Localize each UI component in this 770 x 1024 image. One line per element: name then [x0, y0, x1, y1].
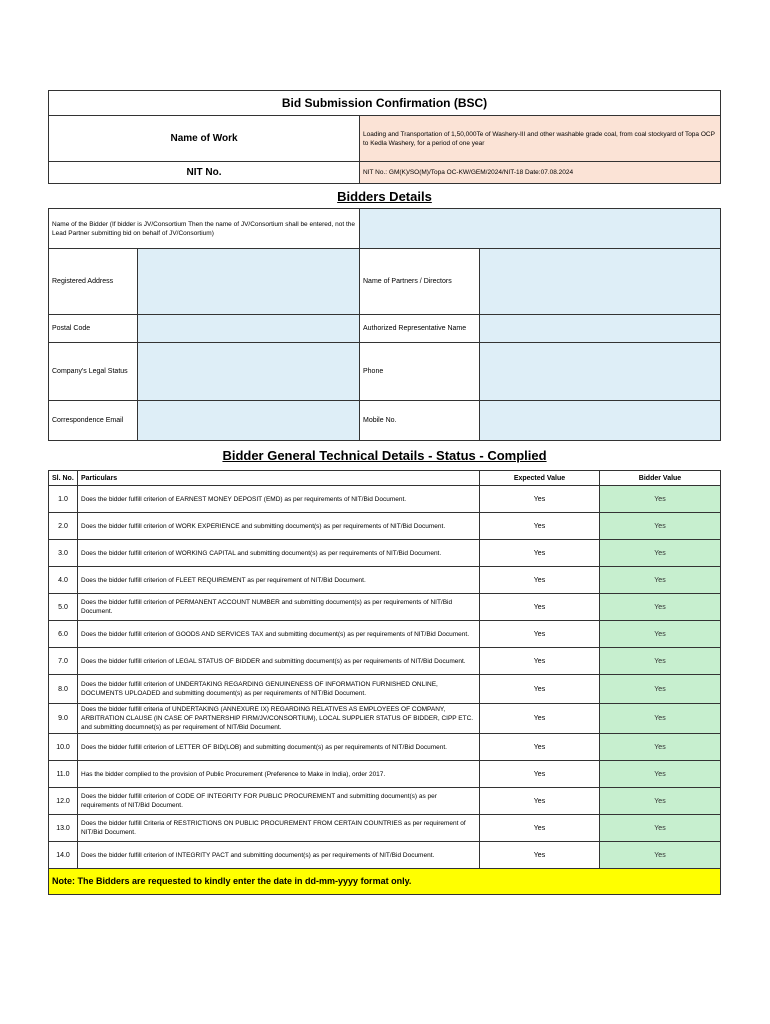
criteria-table-body — [49, 486, 721, 869]
row-expected-value: Yes — [480, 486, 600, 513]
authorized-rep-field[interactable] — [480, 315, 721, 343]
row-bidder-value[interactable]: Yes — [600, 761, 721, 788]
table-row — [49, 486, 721, 513]
email-field[interactable] — [138, 401, 360, 441]
row-sl-no: 10.0 — [49, 734, 78, 761]
table-row — [49, 734, 721, 761]
technical-details-heading: Bidder General Technical Details - Status - Complied — [49, 441, 721, 471]
table-row — [49, 513, 721, 540]
row-expected-value: Yes — [480, 704, 600, 734]
table-row — [49, 675, 721, 704]
row-expected-value: Yes — [480, 513, 600, 540]
postal-code-field[interactable] — [138, 315, 360, 343]
row-sl-no: 9.0 — [49, 704, 78, 734]
row-expected-value: Yes — [480, 788, 600, 815]
row-particulars: Does the bidder fulfill criterion of INTEGRITY PACT and submitting document(s) as per requirements of NIT/Bid Document. — [78, 842, 480, 869]
row-sl-no: 4.0 — [49, 567, 78, 594]
row-expected-value: Yes — [480, 594, 600, 621]
table-row — [49, 648, 721, 675]
row-particulars: Does the bidder fulfill criterion of LETTER OF BID(LOB) and submitting document(s) as per requirements of NIT/Bid Document. — [78, 734, 480, 761]
row-expected-value: Yes — [480, 621, 600, 648]
registered-address-label: Registered Address — [49, 249, 138, 315]
row-expected-value: Yes — [480, 734, 600, 761]
legal-status-field[interactable] — [138, 343, 360, 401]
bidders-details-heading: Bidders Details — [49, 184, 721, 209]
table-row — [49, 815, 721, 842]
row-expected-value: Yes — [480, 761, 600, 788]
row-particulars: Does the bidder fulfill criterion of UNDERTAKING REGARDING GENUINENESS OF INFORMATION FURNISHED ONLINE, DOCUMENTS UPLOADED and submitting document(s) as per requirements of NIT/Bid Document. — [78, 675, 480, 704]
row-bidder-value[interactable]: Yes — [600, 648, 721, 675]
row-bidder-value[interactable]: Yes — [600, 486, 721, 513]
legal-status-label: Company's Legal Status — [49, 343, 138, 401]
mobile-field[interactable] — [480, 401, 721, 441]
phone-field[interactable] — [480, 343, 721, 401]
registered-address-field[interactable] — [138, 249, 360, 315]
row-bidder-value[interactable]: Yes — [600, 734, 721, 761]
row-expected-value: Yes — [480, 842, 600, 869]
row-bidder-value[interactable]: Yes — [600, 675, 721, 704]
row-particulars: Does the bidder fulfill criterion of EARNEST MONEY DEPOSIT (EMD) as per requirements of NIT/Bid Document. — [78, 486, 480, 513]
row-bidder-value[interactable]: Yes — [600, 842, 721, 869]
row-bidder-value[interactable]: Yes — [600, 540, 721, 567]
row-bidder-value[interactable]: Yes — [600, 788, 721, 815]
row-expected-value: Yes — [480, 540, 600, 567]
table-row — [49, 540, 721, 567]
bidder-name-label: Name of the Bidder (If bidder is JV/Consortium Then the name of JV/Consortium shall be entered, not the Lead Partner submitting bid on behalf of JV/Consortium) — [49, 209, 360, 249]
row-particulars: Does the bidder fulfill criteria of UNDERTAKING (ANNEXURE IX) REGARDING RELATIVES AS EMPLOYEES OF COMPANY, ARBITRATION CLAUSE (IN CASE OF PARTNERSHIP FIRM/JV/CONSORTIUM), LOCAL SUPPLIER STATUS OF BIDDER, CIPP ETC. and submitting documnet(s) as per requirement of NIT/Bid Document. — [78, 704, 480, 734]
row-expected-value: Yes — [480, 675, 600, 704]
name-of-work-label: Name of Work — [49, 116, 360, 162]
row-bidder-value[interactable]: Yes — [600, 815, 721, 842]
page-title: Bid Submission Confirmation (BSC) — [49, 91, 721, 116]
row-particulars: Does the bidder fulfill criterion of WORK EXPERIENCE and submitting document(s) as per requirements of NIT/Bid Document. — [78, 513, 480, 540]
row-bidder-value[interactable]: Yes — [600, 704, 721, 734]
row-particulars: Does the bidder fulfill criterion of FLEET REQUIREMENT as per requirement of NIT/Bid Document. — [78, 567, 480, 594]
row-expected-value: Yes — [480, 567, 600, 594]
table-row — [49, 621, 721, 648]
row-sl-no: 11.0 — [49, 761, 78, 788]
bidder-name-field[interactable] — [360, 209, 721, 249]
row-sl-no: 6.0 — [49, 621, 78, 648]
row-expected-value: Yes — [480, 648, 600, 675]
row-sl-no: 8.0 — [49, 675, 78, 704]
row-particulars: Has the bidder complied to the provision of Public Procurement (Preference to Make in India), order 2017. — [78, 761, 480, 788]
row-bidder-value[interactable]: Yes — [600, 594, 721, 621]
row-particulars: Does the bidder fulfill criterion of PERMANENT ACCOUNT NUMBER and submitting document(s) as per requirements of NIT/Bid Document. — [78, 594, 480, 621]
row-expected-value: Yes — [480, 815, 600, 842]
name-of-work-value[interactable]: Loading and Transportation of 1,50,000Te of Washery-III and other washable grade coal, from coal stockyard of Topa OCP to Kedla Washery, for a period of one year — [360, 116, 721, 162]
row-sl-no: 1.0 — [49, 486, 78, 513]
table-row — [49, 788, 721, 815]
bsc-table — [48, 90, 721, 895]
row-particulars: Does the bidder fulfill criterion of LEGAL STATUS OF BIDDER and submitting document(s) as per requirements of NIT/Bid Document. — [78, 648, 480, 675]
table-row — [49, 594, 721, 621]
mobile-label: Mobile No. — [360, 401, 480, 441]
col-header-sl: Sl. No. — [49, 471, 78, 486]
row-sl-no: 5.0 — [49, 594, 78, 621]
row-particulars: Does the bidder fulfill Criteria of RESTRICTIONS ON PUBLIC PROCUREMENT FROM CERTAIN COUNTRIES as per requirement of NIT/Bid Document. — [78, 815, 480, 842]
table-row — [49, 704, 721, 734]
date-format-note: Note: The Bidders are requested to kindly enter the date in dd-mm-yyyy format only. — [49, 869, 721, 895]
col-header-expected: Expected Value — [480, 471, 600, 486]
row-bidder-value[interactable]: Yes — [600, 621, 721, 648]
email-label: Correspondence Email — [49, 401, 138, 441]
row-sl-no: 14.0 — [49, 842, 78, 869]
row-particulars: Does the bidder fulfill criterion of WORKING CAPITAL and submitting document(s) as per requirements of NIT/Bid Document. — [78, 540, 480, 567]
row-sl-no: 2.0 — [49, 513, 78, 540]
row-bidder-value[interactable]: Yes — [600, 567, 721, 594]
row-particulars: Does the bidder fulfill criterion of CODE OF INTEGRITY FOR PUBLIC PROCUREMENT and submitting document(s) as per requirements of NIT/Bid Document. — [78, 788, 480, 815]
bsc-form — [48, 90, 720, 895]
nit-no-value[interactable]: NIT No.: GM(K)/SO(M)/Topa OC-KW/GEM/2024/NIT-18 Date:07.08.2024 — [360, 162, 721, 184]
row-sl-no: 3.0 — [49, 540, 78, 567]
partners-label: Name of Partners / Directors — [360, 249, 480, 315]
col-header-particulars: Particulars — [78, 471, 480, 486]
table-row — [49, 567, 721, 594]
partners-field[interactable] — [480, 249, 721, 315]
row-particulars: Does the bidder fulfill criterion of GOODS AND SERVICES TAX and submitting document(s) as per requirements of NIT/Bid Document. — [78, 621, 480, 648]
nit-no-label: NIT No. — [49, 162, 360, 184]
row-sl-no: 12.0 — [49, 788, 78, 815]
col-header-bidder: Bidder Value — [600, 471, 721, 486]
table-row — [49, 761, 721, 788]
phone-label: Phone — [360, 343, 480, 401]
authorized-rep-label: Authorized Representative Name — [360, 315, 480, 343]
row-sl-no: 13.0 — [49, 815, 78, 842]
postal-code-label: Postal Code — [49, 315, 138, 343]
row-sl-no: 7.0 — [49, 648, 78, 675]
row-bidder-value[interactable]: Yes — [600, 513, 721, 540]
table-row — [49, 842, 721, 869]
